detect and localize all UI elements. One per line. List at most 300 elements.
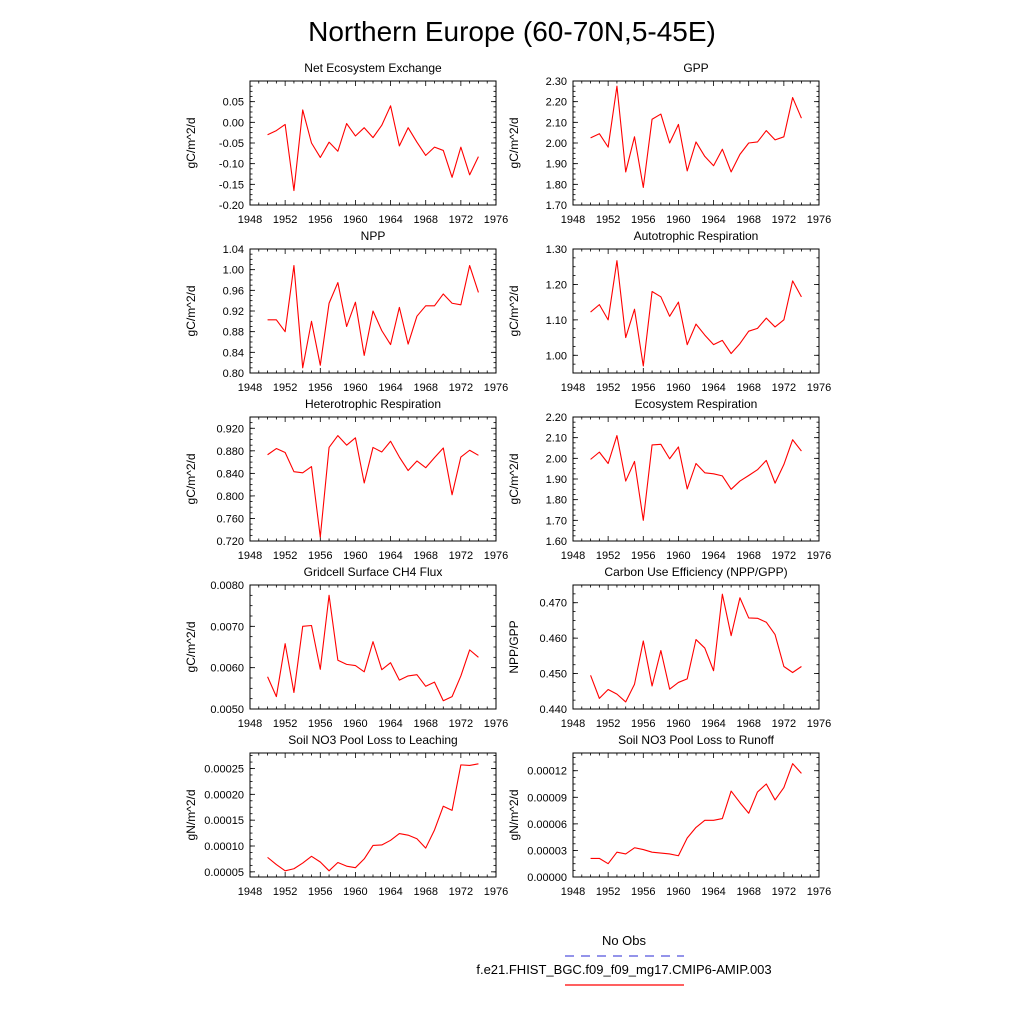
data-point [678,446,679,447]
x-tick-label: 1952 [272,214,298,226]
data-point [792,672,793,673]
x-tick-label: 1960 [343,214,368,226]
data-point [634,136,635,137]
data-point [311,466,312,467]
data-point [460,764,461,765]
data-point [599,452,600,453]
data-point [355,302,356,303]
panel-title: Heterotrophic Respiration [304,397,442,411]
data-point [599,698,600,699]
data-point [390,105,391,106]
data-point [381,844,382,845]
data-point [425,686,426,687]
legend-case-label: f.e21.FHIST_BGC.f09_f09_mg17.CMIP6-AMIP.003 [476,962,772,977]
data-point [478,763,479,764]
y-tick-label: 0.0080 [210,580,244,592]
data-point [757,618,758,619]
data-point [731,790,732,791]
data-point [285,870,286,871]
y-tick-label: 1.80 [545,179,567,192]
data-point [695,324,696,325]
x-tick-label: 1948 [560,718,586,730]
data-point [381,669,382,670]
panel-ecosystem-respiration [507,397,831,562]
series-line [591,764,802,864]
data-point [337,435,338,436]
data-point [346,664,347,665]
data-point [608,689,609,690]
data-point [695,141,696,142]
data-point [757,469,758,470]
x-tick-label: 1972 [448,886,474,898]
data-point [469,765,470,766]
data-point [687,488,688,489]
data-point [678,855,679,856]
data-point [311,142,312,143]
data-point [451,696,452,697]
legend-obs-label: No Obs [601,933,647,948]
plot-frame [250,585,496,709]
data-point [399,145,400,146]
x-tick-label: 1964 [701,382,726,394]
data-point [416,674,417,675]
x-tick-label: 1976 [483,718,509,730]
data-point [460,147,461,148]
x-tick-label: 1956 [308,214,333,226]
data-point [276,864,277,865]
x-tick-label: 1972 [448,718,474,730]
data-point [372,641,373,642]
data-point [687,678,688,679]
data-point [651,852,652,853]
x-tick-label: 1976 [483,550,509,562]
y-tick-label: 0.0070 [210,621,244,634]
data-point [590,675,591,676]
x-tick-label: 1976 [806,382,832,394]
y-tick-label: 0.840 [216,468,244,481]
data-point [599,858,600,859]
panel-gpp [507,61,831,226]
data-point [267,319,268,320]
y-tick-label: 1.20 [545,279,567,292]
data-point [285,331,286,332]
data-point [267,454,268,455]
data-point [478,156,479,157]
x-tick-label: 1968 [413,550,438,562]
data-point [443,293,444,294]
data-point [328,870,329,871]
panel-soil-no3-pool-loss-to-leaching [184,733,508,898]
data-point [731,489,732,490]
data-point [739,597,740,598]
data-point [643,640,644,641]
data-point [434,682,435,683]
data-point [608,147,609,148]
data-point [616,260,617,261]
y-tick-label: 0.05 [222,96,244,109]
data-point [408,675,409,676]
data-point [364,355,365,356]
y-tick-label: 2.00 [545,453,567,466]
x-tick-label: 1976 [806,886,832,898]
y-tick-label: 2.30 [545,76,567,88]
data-point [625,853,626,854]
y-tick-label: -0.15 [218,179,244,192]
x-tick-label: 1972 [771,886,797,898]
data-point [302,109,303,110]
data-point [364,127,365,128]
data-point [757,328,758,329]
data-point [328,303,329,304]
data-point [774,139,775,140]
data-point [311,856,312,857]
data-point [355,437,356,438]
y-tick-label: 1.00 [222,264,244,277]
data-point [451,810,452,811]
data-point [590,137,591,138]
x-tick-label: 1976 [806,718,832,730]
panel-title: Soil NO3 Pool Loss to Runoff [618,733,774,747]
data-point [687,344,688,345]
data-point [337,660,338,661]
series-line [268,106,479,191]
data-point [425,847,426,848]
data-point [399,679,400,680]
data-point [792,439,793,440]
data-point [381,330,382,331]
y-tick-label: 0.760 [216,513,244,526]
panels [184,61,831,898]
x-tick-label: 1968 [736,214,761,226]
data-point [320,157,321,158]
y-tick-label: 0.920 [216,423,244,436]
data-point [469,174,470,175]
data-point [660,113,661,114]
y-axis-label: gC/m^2/d [184,285,198,337]
x-tick-label: 1956 [631,382,656,394]
data-point [267,857,268,858]
y-tick-label: 1.90 [545,158,567,171]
x-tick-label: 1960 [666,214,691,226]
data-point [634,309,635,310]
data-point [478,455,479,456]
y-tick-label: 1.10 [545,314,567,327]
data-point [478,657,479,658]
y-tick-label: 0.00 [222,117,244,130]
x-tick-label: 1968 [413,718,438,730]
data-point [399,307,400,308]
data-point [293,190,294,191]
data-point [590,311,591,312]
data-point [757,791,758,792]
data-point [660,444,661,445]
data-point [293,868,294,869]
y-tick-label: 0.0050 [210,704,244,716]
data-point [713,670,714,671]
x-tick-label: 1948 [560,214,586,226]
data-point [766,783,767,784]
x-tick-label: 1964 [378,718,403,730]
plot-frame [573,417,819,541]
data-point [651,444,652,445]
x-tick-label: 1976 [806,214,832,226]
data-point [469,649,470,650]
y-tick-label: 0.800 [216,490,244,503]
data-point [774,483,775,484]
data-point [302,626,303,627]
data-point [460,456,461,457]
data-point [774,634,775,635]
y-tick-label: 0.00009 [527,792,567,805]
data-point [434,147,435,148]
y-tick-label: 0.470 [539,597,567,610]
data-point [783,464,784,465]
data-point [320,669,321,670]
y-tick-label: 0.80 [222,368,244,380]
data-point [616,852,617,853]
y-axis-label: gC/m^2/d [507,117,521,169]
y-tick-label: 0.00010 [204,841,244,853]
data-point [792,763,793,764]
x-tick-label: 1968 [736,382,761,394]
panel-npp [184,229,508,394]
data-point [801,296,802,297]
data-point [390,344,391,345]
data-point [713,165,714,166]
y-tick-label: 2.00 [545,138,567,150]
data-point [390,662,391,663]
data-point [355,867,356,868]
data-point [678,682,679,683]
x-tick-label: 1948 [237,550,263,562]
y-axis-label: gC/m^2/d [184,621,198,673]
x-tick-label: 1948 [237,214,263,226]
series-line [591,436,802,521]
x-tick-label: 1972 [448,214,474,226]
data-point [704,472,705,473]
y-tick-label: 0.00015 [204,815,244,828]
data-point [337,151,338,152]
data-point [713,344,714,345]
x-tick-label: 1952 [272,382,298,394]
data-point [748,142,749,143]
legend [476,933,771,985]
data-point [643,187,644,188]
x-tick-label: 1956 [308,718,333,730]
y-axis-label: NPP/GPP [507,620,521,674]
data-point [408,343,409,344]
x-tick-label: 1960 [343,886,368,898]
x-tick-label: 1968 [736,886,761,898]
data-point [722,149,723,150]
data-point [687,170,688,171]
data-point [783,136,784,137]
data-point [320,365,321,366]
data-point [748,813,749,814]
data-point [625,480,626,481]
series-line [268,436,479,537]
data-point [293,265,294,266]
y-tick-label: 0.00020 [204,789,244,802]
data-point [616,86,617,87]
data-point [625,337,626,338]
x-tick-label: 1956 [631,886,656,898]
x-tick-label: 1956 [631,214,656,226]
data-point [783,787,784,788]
data-point [704,156,705,157]
y-tick-label: 0.00000 [527,872,567,884]
data-point [766,622,767,623]
x-tick-label: 1968 [736,550,761,562]
x-tick-label: 1972 [448,550,474,562]
data-point [390,441,391,442]
data-point [328,447,329,448]
data-point [669,316,670,317]
y-tick-label: 2.20 [545,96,567,109]
data-point [739,154,740,155]
data-point [355,665,356,666]
data-point [267,134,268,135]
data-point [443,150,444,151]
x-tick-label: 1952 [272,886,298,898]
y-tick-label: 2.10 [545,117,567,130]
data-point [801,773,802,774]
y-tick-label: 0.450 [539,668,567,681]
x-tick-label: 1956 [308,550,333,562]
data-point [434,829,435,830]
x-tick-label: 1956 [308,886,333,898]
x-tick-label: 1972 [771,550,797,562]
x-tick-label: 1972 [448,382,474,394]
x-tick-label: 1948 [560,550,586,562]
data-point [748,617,749,618]
panel-title: Autotrophic Respiration [633,229,759,243]
data-point [372,310,373,311]
data-point [731,635,732,636]
data-point [381,125,382,126]
data-point [704,647,705,648]
x-tick-label: 1976 [483,886,509,898]
y-tick-label: 0.00006 [527,818,567,831]
data-point [616,694,617,695]
data-point [590,858,591,859]
data-point [722,594,723,595]
x-tick-label: 1960 [666,886,691,898]
data-point [443,700,444,701]
series-line [591,261,802,366]
x-tick-label: 1952 [272,550,298,562]
x-tick-label: 1956 [631,718,656,730]
x-tick-label: 1952 [595,382,621,394]
data-point [302,862,303,863]
x-tick-label: 1960 [343,550,368,562]
data-point [346,445,347,446]
y-axis-label: gN/m^2/d [184,789,198,841]
data-point [320,861,321,862]
data-point [364,482,365,483]
data-point [739,802,740,803]
x-tick-label: 1968 [736,718,761,730]
y-tick-label: 1.60 [545,536,567,548]
data-point [660,650,661,651]
y-tick-label: 0.00003 [527,845,567,858]
data-point [399,833,400,834]
data-point [425,305,426,306]
y-tick-label: 1.70 [545,515,567,528]
data-point [687,837,688,838]
data-point [443,806,444,807]
data-point [634,847,635,848]
data-point [634,684,635,685]
data-point [276,696,277,697]
data-point [695,827,696,828]
data-point [302,472,303,473]
y-tick-label: 2.10 [545,432,567,445]
data-point [337,862,338,863]
data-point [616,435,617,436]
data-point [722,475,723,476]
data-point [276,130,277,131]
data-point [276,448,277,449]
y-tick-label: 0.460 [539,633,567,646]
data-point [669,458,670,459]
y-tick-label: 0.0060 [210,662,244,675]
data-point [416,316,417,317]
y-axis-label: gC/m^2/d [507,453,521,505]
data-point [678,302,679,303]
x-tick-label: 1952 [595,886,621,898]
data-point [757,141,758,142]
data-point [704,820,705,821]
data-point [390,840,391,841]
data-point [364,671,365,672]
data-point [311,321,312,322]
x-tick-label: 1968 [413,382,438,394]
series-line [591,86,802,187]
y-axis-label: gN/m^2/d [507,789,521,841]
x-tick-label: 1964 [701,886,726,898]
y-tick-label: 1.30 [545,244,567,256]
y-tick-label: 1.00 [545,350,567,363]
data-point [451,494,452,495]
data-point [337,282,338,283]
y-tick-label: 0.88 [222,326,244,339]
y-tick-label: -0.20 [218,200,244,212]
data-point [276,319,277,320]
data-point [460,675,461,676]
data-point [372,137,373,138]
data-point [443,447,444,448]
x-tick-label: 1976 [483,382,509,394]
data-point [651,119,652,120]
panel-title: Ecosystem Respiration [634,397,758,411]
data-point [722,818,723,819]
x-tick-label: 1948 [237,382,263,394]
data-point [608,463,609,464]
data-point [599,133,600,134]
panel-autotrophic-respiration [507,229,831,394]
data-point [416,838,417,839]
x-tick-label: 1952 [595,550,621,562]
data-point [739,480,740,481]
data-point [748,475,749,476]
y-tick-label: 0.00012 [527,765,567,778]
panel-gridcell-surface-ch4-flux [184,565,508,730]
figure-title: Northern Europe (60-70N,5-45E) [308,16,716,47]
x-tick-label: 1964 [701,718,726,730]
data-point [643,365,644,366]
data-point [469,450,470,451]
